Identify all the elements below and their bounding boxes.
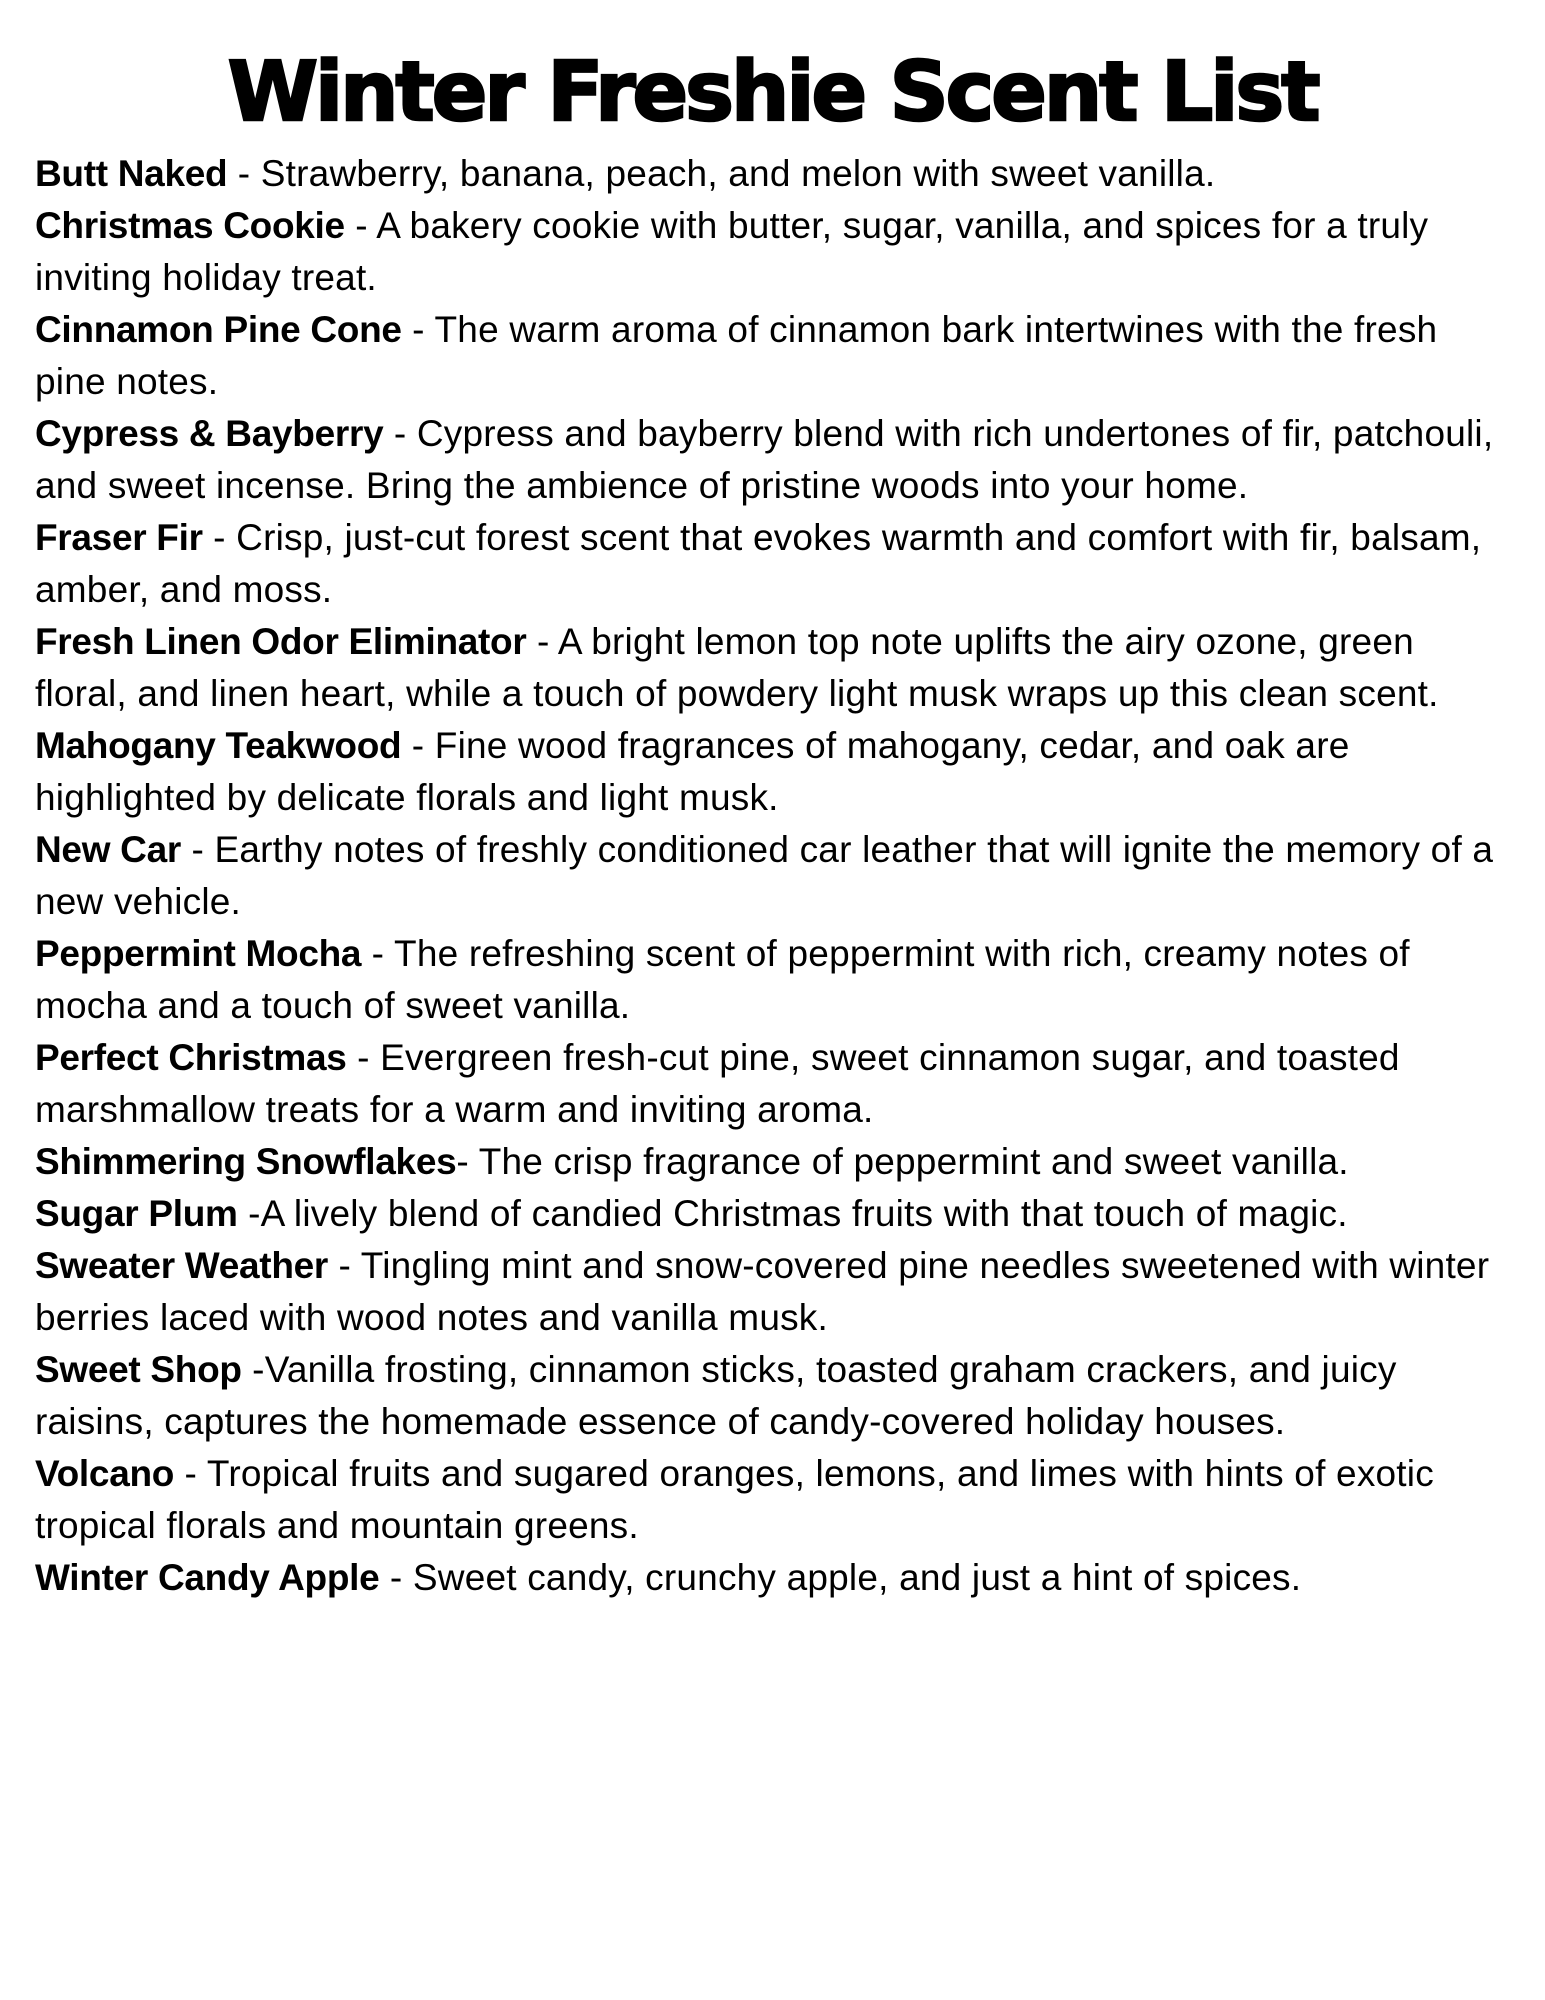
page-title: Winter Freshie Scent List — [227, 45, 1318, 140]
scent-entry — [35, 200, 1503, 304]
scent-entry — [35, 1032, 1503, 1136]
scent-description: - Earthy notes of freshly conditioned car leather that will ignite the memory of a new vehicle. — [35, 829, 1494, 922]
scent-name: Peppermint Mocha — [35, 933, 362, 974]
scent-entry — [35, 408, 1503, 512]
scent-description: - The crisp fragrance of peppermint and sweet vanilla. — [456, 1141, 1349, 1182]
scent-description: - Evergreen fresh-cut pine, sweet cinnamon sugar, and toasted marshmallow treats for a warm and inviting aroma. — [35, 1037, 1400, 1130]
scent-entry — [35, 1136, 1503, 1188]
scent-name: Fresh Linen Odor Eliminator — [35, 621, 527, 662]
scent-description: - A bright lemon top note uplifts the airy ozone, green floral, and linen heart, while a touch of powdery light musk wraps up this clean scent. — [35, 621, 1439, 714]
scent-entry — [35, 1344, 1503, 1448]
scent-entry — [35, 1188, 1503, 1240]
scent-entry — [35, 928, 1503, 1032]
scent-description: -Vanilla frosting, cinnamon sticks, toasted graham crackers, and juicy raisins, captures the homemade essence of candy-covered holiday houses. — [35, 1349, 1397, 1442]
scent-description: - Cypress and bayberry blend with rich undertones of fir, patchouli, and sweet incense. Bring the ambience of pristine woods into your home. — [35, 413, 1494, 506]
scent-entry — [35, 1552, 1503, 1604]
scent-name: Fraser Fir — [35, 517, 203, 558]
scent-description: - Tingling mint and snow-covered pine needles sweetened with winter berries laced with wood notes and vanilla musk. — [35, 1245, 1490, 1338]
scent-name: Shimmering Snowflakes — [35, 1141, 457, 1182]
scent-description: - Strawberry, banana, peach, and melon with sweet vanilla. — [227, 153, 1216, 194]
scent-name: Mahogany Teakwood — [35, 725, 402, 766]
scent-name: Sweater Weather — [35, 1245, 328, 1286]
scent-list — [0, 148, 1545, 1604]
scent-name: Sugar Plum — [35, 1193, 238, 1234]
scent-description: - Crisp, just-cut forest scent that evokes warmth and comfort with fir, balsam, amber, and moss. — [35, 517, 1482, 610]
scent-name: New Car — [35, 829, 181, 870]
scent-entry — [35, 824, 1503, 928]
scent-description: -A lively blend of candied Christmas fruits with that touch of magic. — [237, 1193, 1348, 1234]
scent-entry — [35, 1240, 1503, 1344]
scent-description: - Tropical fruits and sugared oranges, lemons, and limes with hints of exotic tropical florals and mountain greens. — [35, 1453, 1434, 1546]
scent-entry — [35, 304, 1503, 408]
scent-entry — [35, 616, 1503, 720]
scent-entry — [35, 148, 1503, 200]
scent-name: Christmas Cookie — [35, 205, 345, 246]
scent-name: Winter Candy Apple — [35, 1557, 380, 1598]
scent-name: Cinnamon Pine Cone — [35, 309, 402, 350]
scent-name: Perfect Christmas — [35, 1037, 347, 1078]
scent-entry — [35, 1448, 1503, 1552]
scent-description: - Fine wood fragrances of mahogany, cedar, and oak are highlighted by delicate florals and light musk. — [35, 725, 1350, 818]
scent-name: Butt Naked — [35, 153, 228, 194]
scent-description: - The warm aroma of cinnamon bark intertwines with the fresh pine notes. — [35, 309, 1438, 402]
scent-entry — [35, 512, 1503, 616]
scent-description: - A bakery cookie with butter, sugar, vanilla, and spices for a truly inviting holiday treat. — [35, 205, 1429, 298]
scent-name: Sweet Shop — [35, 1349, 242, 1390]
scent-description: - Sweet candy, crunchy apple, and just a hint of spices. — [379, 1557, 1302, 1598]
scent-name: Cypress & Bayberry — [35, 413, 384, 454]
scent-name: Volcano — [35, 1453, 175, 1494]
scent-description: - The refreshing scent of peppermint with rich, creamy notes of mocha and a touch of sweet vanilla. — [35, 933, 1410, 1026]
scent-entry — [35, 720, 1503, 824]
